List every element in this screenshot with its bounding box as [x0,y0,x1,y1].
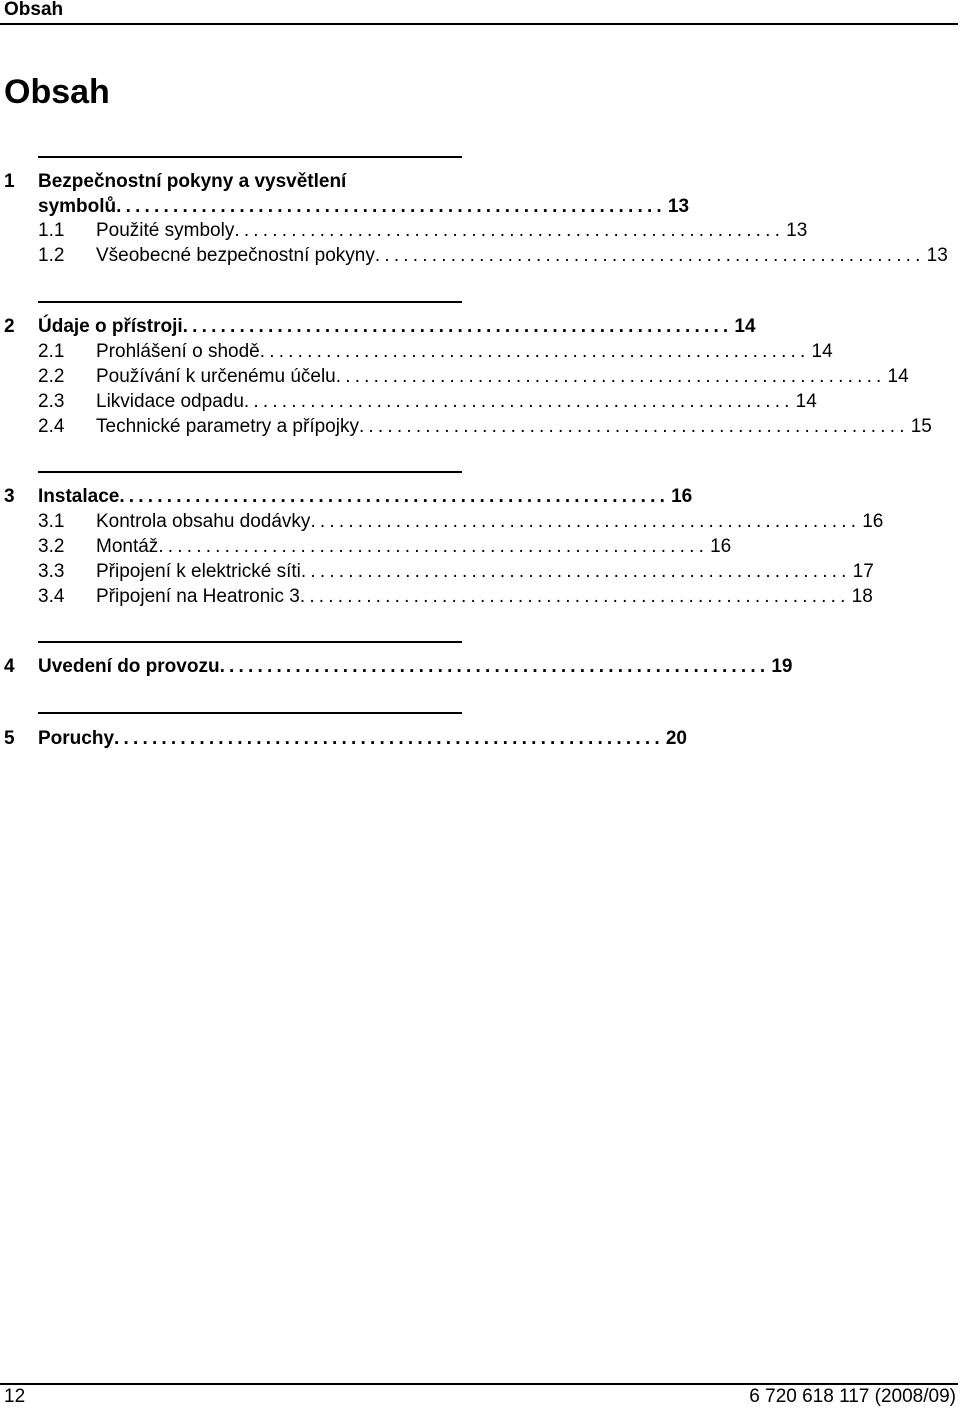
dot-leader: .......................................................... [116,196,666,217]
toc-entry-2-3[interactable] [0,390,817,414]
toc-number: 2.4 [38,416,65,437]
toc-entry-3-1[interactable] [0,510,884,534]
toc-title: Likvidace odpadu [96,391,244,412]
toc-entry-1-continued[interactable] [0,195,690,219]
toc-page: 16 [710,536,732,557]
toc-entry-1[interactable] [0,170,462,194]
dot-leader: .......................................................... [259,341,810,362]
toc-number: 3 [4,486,15,507]
dot-leader: .......................................................... [358,416,909,437]
toc-entry-2[interactable] [0,315,756,339]
toc-title: Uvedení do provozu [38,656,220,677]
toc-title: Kontrola obsahu dodávky [96,511,311,532]
toc-entry-2-2[interactable] [0,365,909,389]
toc-entry-3-2[interactable] [0,535,732,559]
toc-entry-2-1[interactable] [0,340,833,364]
header-rule [0,23,958,25]
toc-title: Připojení k elektrické síti [96,561,301,582]
footer-rule [0,1383,958,1385]
toc-number: 2.2 [38,366,65,387]
toc-entry-1-2[interactable] [0,244,948,268]
toc-title: Údaje o přístroji [38,316,183,337]
toc-title: Prohlášení o shodě [96,341,260,362]
dot-leader: .......................................................... [234,220,785,241]
toc-number: 2 [4,316,15,337]
dot-leader: .......................................................... [119,486,670,507]
toc-number: 2.3 [38,391,65,412]
dot-leader: .......................................................... [300,561,851,582]
dot-leader: .......................................................... [335,366,886,387]
toc-page: 16 [862,511,884,532]
toc-number: 3.4 [38,586,65,607]
toc-title: Poruchy [38,728,115,749]
toc-page: 16 [671,486,693,507]
toc-page: 19 [771,656,793,677]
section-rule [38,471,462,473]
dot-leader: .......................................................... [219,656,770,677]
toc-number: 3.3 [38,561,65,582]
toc-number: 1.2 [38,245,65,266]
toc-page: 17 [852,561,874,582]
toc-title: Montáž [96,536,159,557]
dot-leader: .......................................................... [299,586,850,607]
dot-leader: .......................................................... [182,316,733,337]
toc-number: 3.2 [38,536,65,557]
toc-title: Použité symboly [96,220,235,241]
toc-page: 13 [667,196,690,217]
toc-page: 14 [795,391,817,412]
toc-page: 20 [665,728,687,749]
toc-number: 1 [4,171,15,192]
dot-leader: .......................................................... [158,536,709,557]
toc-title: Všeobecné bezpečnostní pokyny [96,245,375,266]
toc-page: 13 [786,220,808,241]
section-rule [38,641,462,643]
page-title: Obsah [4,73,110,111]
toc-number: 4 [4,656,15,677]
toc-number: 3.1 [38,511,65,532]
footer-document-id: 6 720 618 117 (2008/09) [749,1386,956,1407]
dot-leader: .......................................................... [374,245,925,266]
toc-title: symbolů [38,196,117,217]
toc-title: Připojení na Heatronic 3 [96,586,300,607]
toc-entry-1-1[interactable] [0,219,808,243]
dot-leader: .......................................................... [310,511,861,532]
toc-page: 15 [910,416,932,437]
toc-page: 14 [887,366,909,387]
toc-entry-5[interactable] [0,727,687,751]
toc-page: 18 [851,586,873,607]
footer-page-number: 12 [4,1386,26,1407]
section-rule [38,712,462,714]
toc-page: 14 [734,316,756,337]
toc-page: 14 [811,341,833,362]
dot-leader: .......................................................... [243,391,794,412]
toc-title: Používání k určenému účelu [96,366,336,387]
toc-number: 2.1 [38,341,65,362]
toc-entry-4[interactable] [0,655,793,679]
toc-entry-3-3[interactable] [0,560,874,584]
toc-title: Technické parametry a přípojky [96,416,359,437]
toc-number: 5 [4,728,15,749]
toc-title: Bezpečnostní pokyny a vysvětlení [38,171,347,192]
toc-entry-2-4[interactable] [0,415,932,439]
toc-number: 1.1 [38,220,65,241]
dot-leader: .......................................................... [114,728,664,749]
toc-entry-3-4[interactable] [0,585,873,609]
toc-title: Instalace [38,486,120,507]
running-header: Obsah [4,0,64,20]
toc-page: 13 [926,245,948,266]
toc-entry-3[interactable] [0,485,693,509]
section-rule [38,156,462,158]
section-rule [38,301,462,303]
